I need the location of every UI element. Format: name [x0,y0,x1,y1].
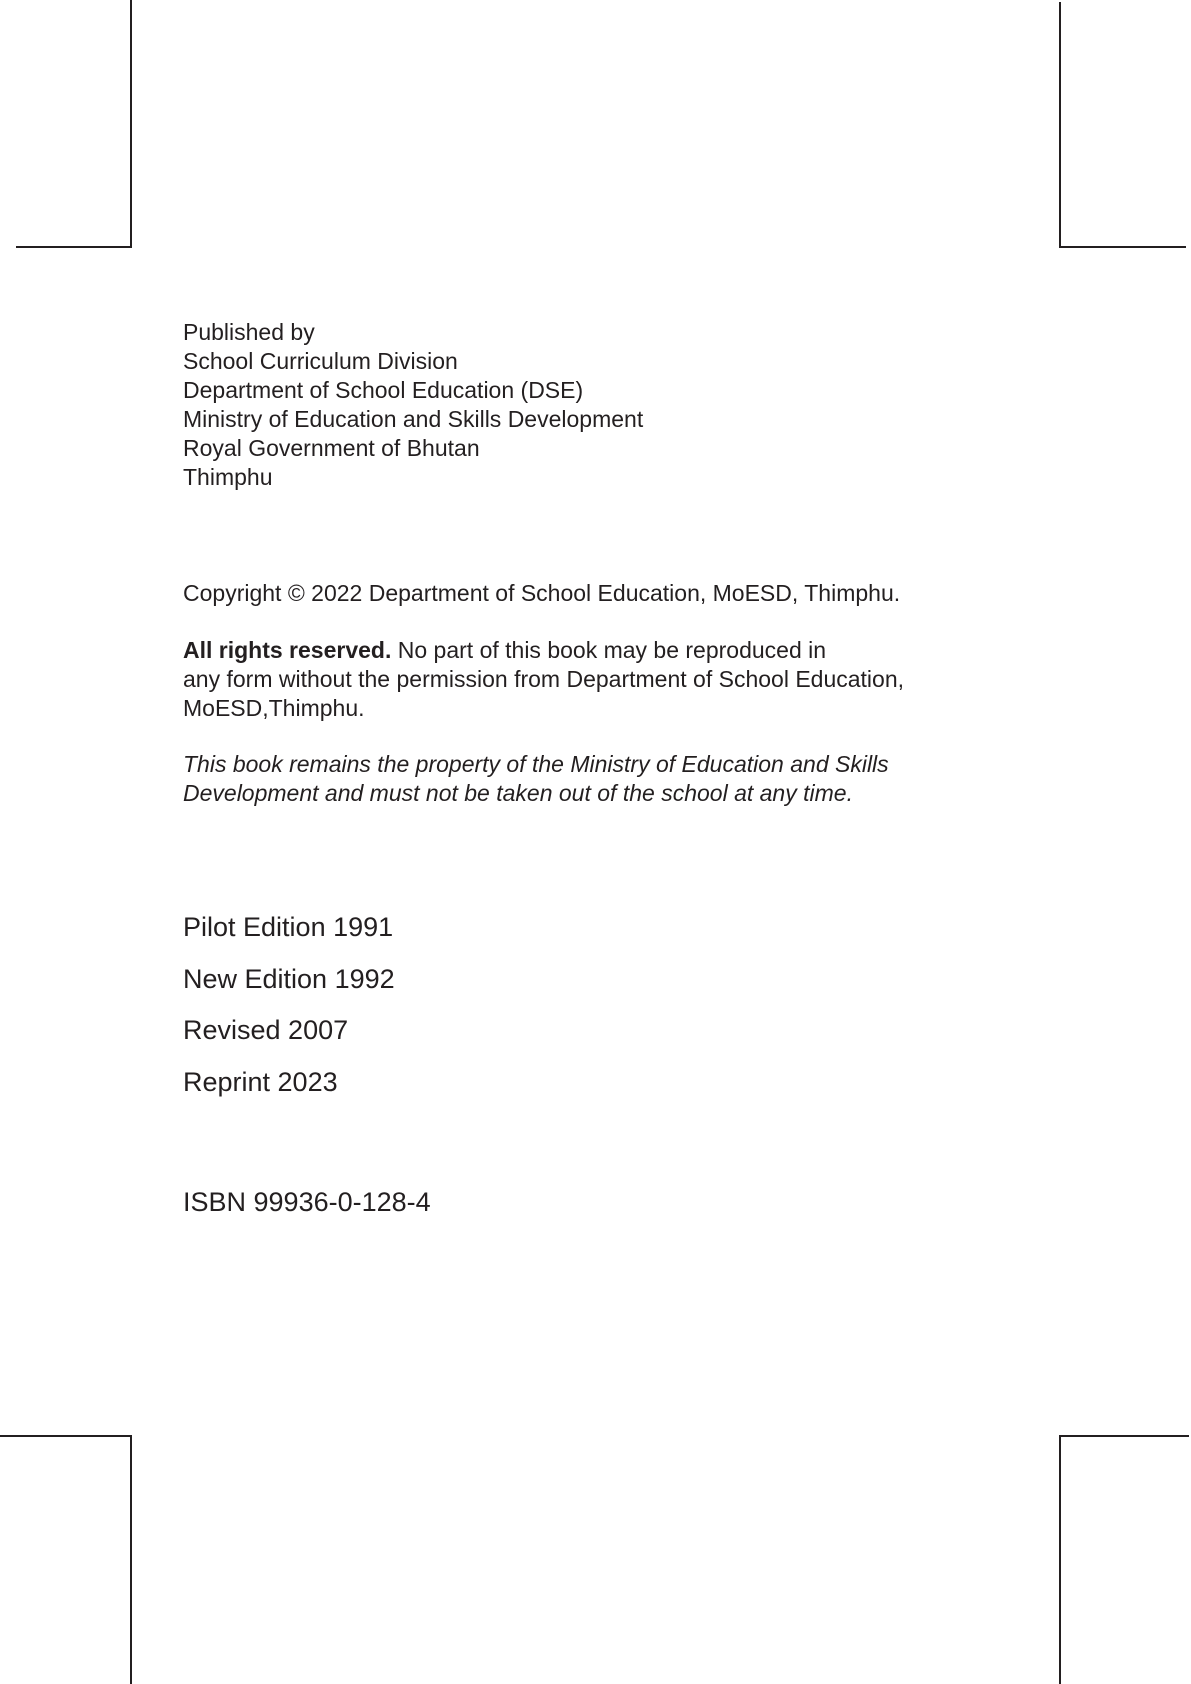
crop-mark-bottom-right-vertical [1059,1435,1061,1684]
rights-line-1-text: No part of this book may be reproduced in [391,637,827,663]
publisher-line: Royal Government of Bhutan [183,435,480,461]
rights-line-3: MoESD,Thimphu. [183,695,365,721]
property-line-2: Development and must not be taken out of the school at any time. [183,780,853,806]
edition-item: Reprint 2023 [183,1066,338,1097]
rights-line-2: any form without the permission from Department of School Education, [183,666,905,692]
publisher-block [183,318,643,492]
crop-mark-top-right-vertical [1059,2,1061,248]
crop-mark-top-right-horizontal [1059,246,1186,248]
edition-item: Revised 2007 [183,1015,349,1045]
crop-mark-bottom-left-horizontal [0,1435,131,1437]
crop-mark-bottom-left-vertical [130,1435,132,1684]
rights-line-1 [183,636,904,665]
edition-item: Pilot Edition 1991 [183,912,394,942]
crop-mark-bottom-right-horizontal [1059,1435,1189,1437]
publisher-line: Thimphu [183,464,273,490]
publisher-line: Ministry of Education and Skills Development [183,406,644,432]
publisher-line: Published by [183,319,315,345]
edition-item: New Edition 1992 [183,963,395,994]
rights-bold-label: All rights reserved. [183,637,392,663]
publisher-line: School Curriculum Division [183,348,458,374]
rights-notice [183,636,904,723]
copyright-line: Copyright © 2022 Department of School Education, MoESD, Thimphu. [183,580,901,606]
publisher-line: Department of School Education (DSE) [183,377,584,403]
property-line-1: This book remains the property of the Ministry of Education and Skills [183,751,889,777]
crop-mark-top-left-horizontal [16,246,131,248]
edition-history [183,908,395,1114]
isbn: ISBN 99936-0-128-4 [183,1187,431,1217]
crop-mark-top-left-vertical [130,0,132,248]
property-notice [183,750,889,808]
